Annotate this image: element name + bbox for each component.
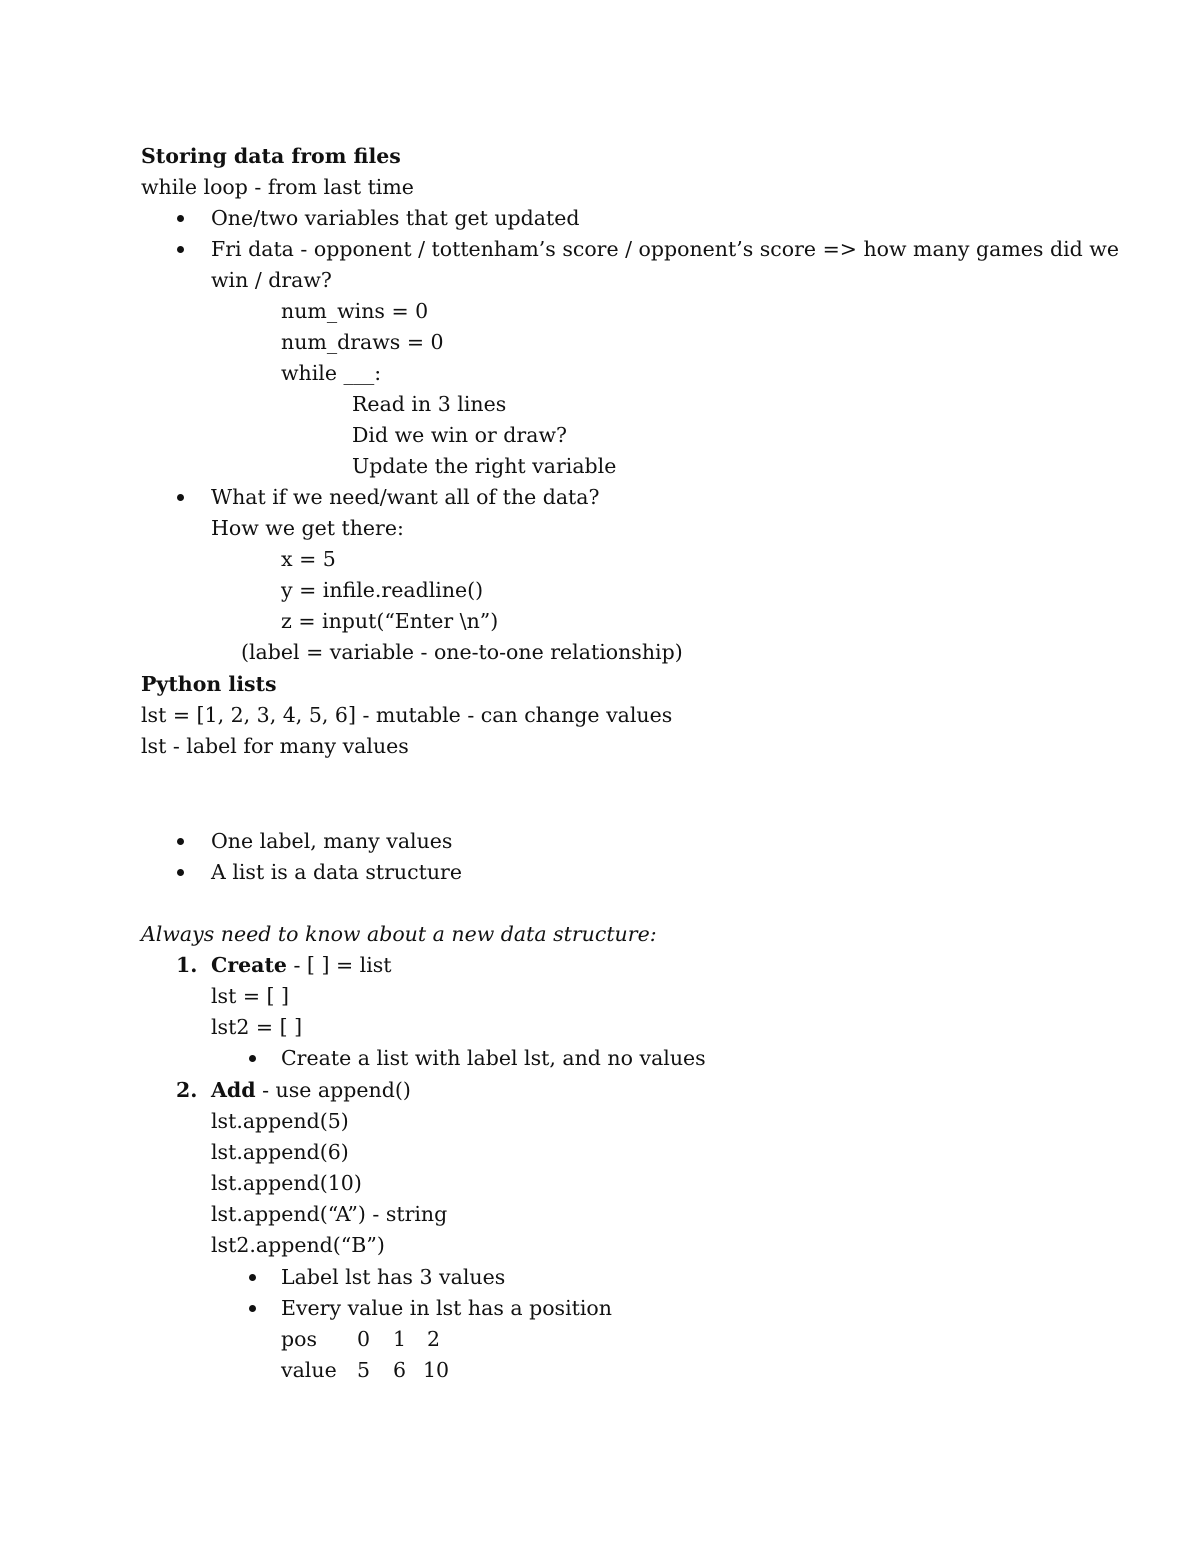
code-line: lst.append(5) [211, 1109, 349, 1133]
bullet-dot [177, 494, 184, 501]
bullet-dot [177, 838, 184, 845]
list-line: lst = [1, 2, 3, 4, 5, 6] - mutable - can change values [141, 703, 673, 727]
code-line: z = input(“Enter \n”) [281, 609, 499, 633]
code-line-inner: Update the right variable [352, 454, 617, 478]
list-line: lst - label for many values [141, 734, 409, 758]
item-title: Create [211, 953, 287, 977]
paren-note: (label = variable - one-to-one relationship) [241, 640, 683, 664]
code-line-inner: Read in 3 lines [352, 392, 507, 416]
value-cell: 6 [393, 1358, 407, 1382]
item-title: Add [211, 1078, 256, 1102]
numbered-item-add [211, 1075, 411, 1106]
bullet-item: What if we need/want all of the data? [211, 485, 600, 509]
code-line: x = 5 [281, 547, 336, 571]
list-number: 2. [176, 1078, 198, 1102]
section-heading-python-lists: Python lists [141, 672, 277, 696]
code-line: num_draws = 0 [281, 330, 444, 354]
code-line: num_wins = 0 [281, 299, 429, 323]
code-line: lst.append(“A”) - string [211, 1202, 448, 1226]
code-line-inner: Did we win or draw? [352, 423, 567, 447]
numbered-item-create [211, 950, 392, 981]
value-row [281, 1355, 481, 1386]
code-line: lst.append(10) [211, 1171, 362, 1195]
list-number: 1. [176, 953, 198, 977]
code-line: lst2 = [ ] [211, 1015, 303, 1039]
how-we-get-there: How we get there: [211, 516, 404, 540]
code-line: lst = [ ] [211, 984, 290, 1008]
position-cell: 1 [393, 1327, 407, 1351]
sub-bullet-dot [249, 1274, 256, 1281]
bullet-item-continuation: win / draw? [211, 268, 332, 292]
bullet-dot [177, 215, 184, 222]
section-heading-storing-data: Storing data from files [141, 144, 401, 168]
position-row-label: pos [281, 1327, 317, 1351]
sub-bullet-dot [249, 1305, 256, 1312]
sub-bullet-item: Label lst has 3 values [281, 1265, 506, 1289]
code-line: while ___: [281, 361, 382, 385]
item-rest: - [ ] = list [286, 953, 392, 977]
intro-line: while loop - from last time [141, 175, 414, 199]
value-cell: 5 [357, 1358, 371, 1382]
bullet-item: One label, many values [211, 829, 453, 853]
bullet-item: One/two variables that get updated [211, 206, 580, 230]
bullet-item: A list is a data structure [211, 860, 462, 884]
bullet-dot [177, 869, 184, 876]
code-line: y = infile.readline() [281, 578, 484, 602]
bullet-dot [177, 246, 184, 253]
always-need-heading: Always need to know about a new data structure: [141, 922, 657, 946]
sub-bullet-dot [249, 1055, 256, 1062]
item-rest: - use append() [255, 1078, 411, 1102]
sub-bullet-item: Create a list with label lst, and no values [281, 1046, 706, 1070]
position-row [281, 1324, 481, 1355]
code-line: lst2.append(“B”) [211, 1233, 385, 1257]
sub-bullet-item: Every value in lst has a position [281, 1296, 612, 1320]
value-row-label: value [281, 1358, 337, 1382]
code-line: lst.append(6) [211, 1140, 349, 1164]
position-cell: 2 [427, 1327, 441, 1351]
bullet-item: Fri data - opponent / tottenham’s score / opponent’s score => how many games did we [211, 237, 1119, 261]
value-cell: 10 [423, 1358, 450, 1382]
position-cell: 0 [357, 1327, 371, 1351]
